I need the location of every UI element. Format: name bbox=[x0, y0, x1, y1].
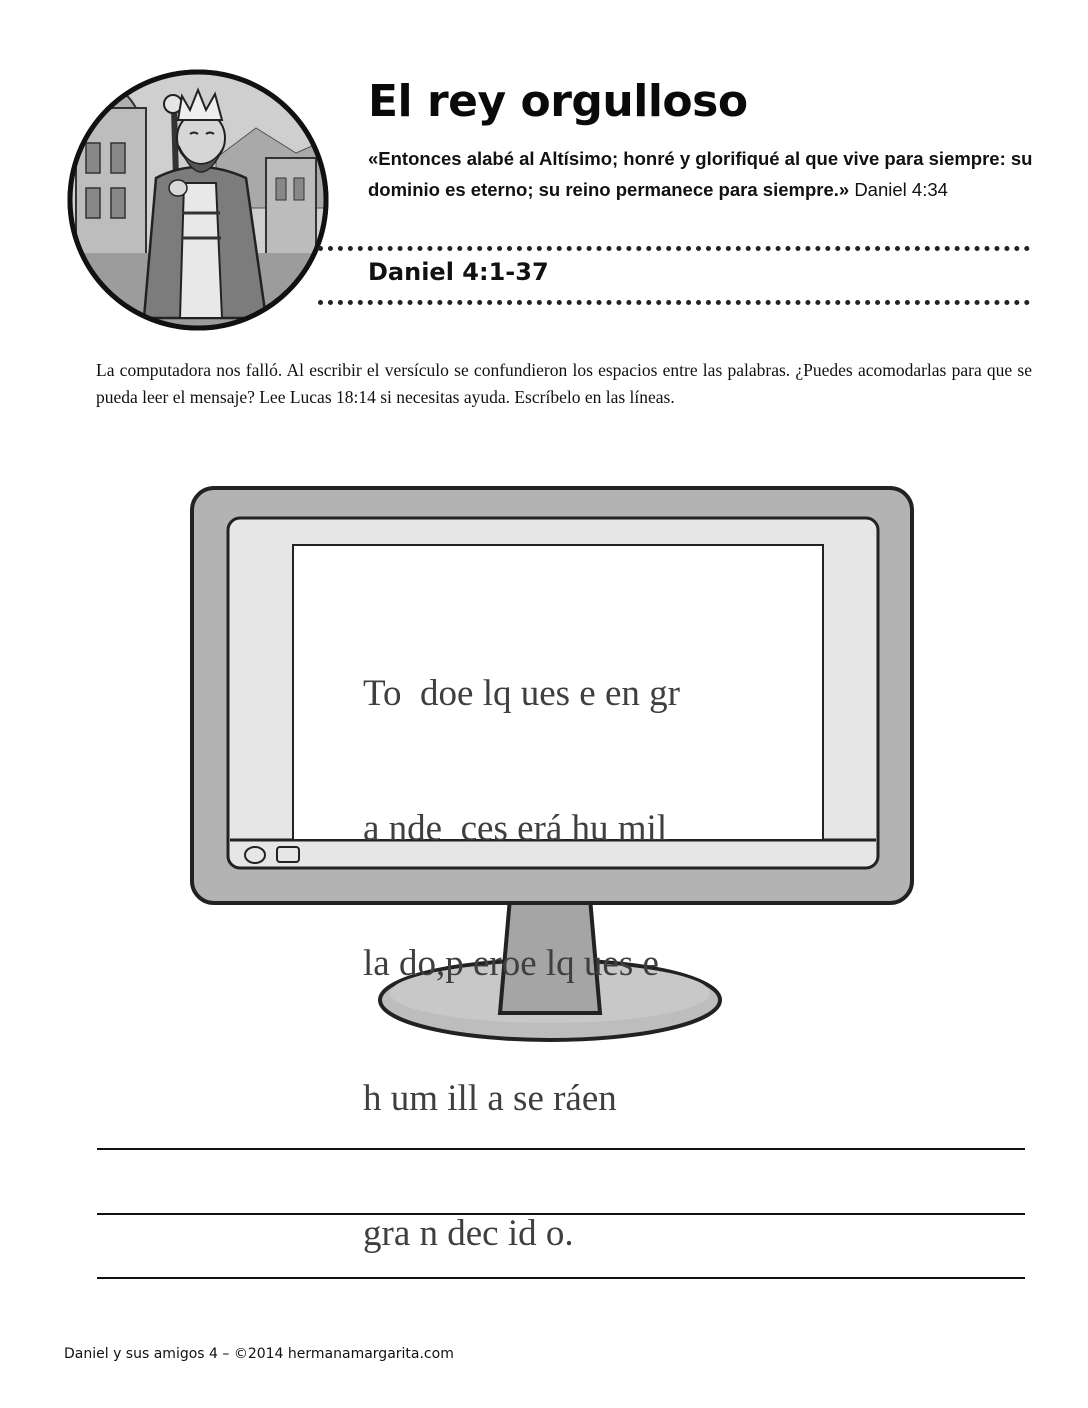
activity-instructions: La computadora nos falló. Al escribir el versículo se confundieron los espacios entre las palabras. ¿Puedes acomodarlas para que se pueda leer el mensaje? Lee Lucas 18:14 si necesitas ayuda. Escríbelo en las líneas. bbox=[96, 360, 1032, 407]
answer-line-1[interactable] bbox=[97, 1148, 1025, 1150]
scrambled-line: To doe lq ues e en gr bbox=[363, 673, 680, 714]
dotted-divider-bottom bbox=[318, 300, 1030, 305]
scrambled-line: h um ill a se ráen bbox=[363, 1078, 617, 1119]
dotted-divider-top bbox=[318, 246, 1030, 251]
scrambled-verse bbox=[363, 581, 803, 1301]
verse-reference: Daniel 4:34 bbox=[854, 179, 948, 200]
answer-line-2[interactable] bbox=[97, 1213, 1025, 1215]
passage-reference: Daniel 4:1-37 bbox=[368, 258, 549, 286]
answer-line-3[interactable] bbox=[97, 1277, 1025, 1279]
footer-credit: Daniel y sus amigos 4 – ©2014 hermanamargarita.com bbox=[64, 1346, 454, 1362]
verse-text: «Entonces alabé al Altísimo; honré y glorifiqué al que vive para siempre: su dominio es eterno; su reino permanece para siempre.» bbox=[368, 148, 1033, 200]
scrambled-line: la do,p eroe lq ues e bbox=[363, 943, 659, 984]
page-title: El rey orgulloso bbox=[368, 76, 748, 127]
scrambled-line: gra n dec id o. bbox=[363, 1213, 574, 1254]
king-illustration bbox=[66, 68, 330, 332]
scrambled-line: a nde ces erá hu mil bbox=[363, 808, 668, 849]
memory-verse bbox=[368, 143, 1048, 205]
